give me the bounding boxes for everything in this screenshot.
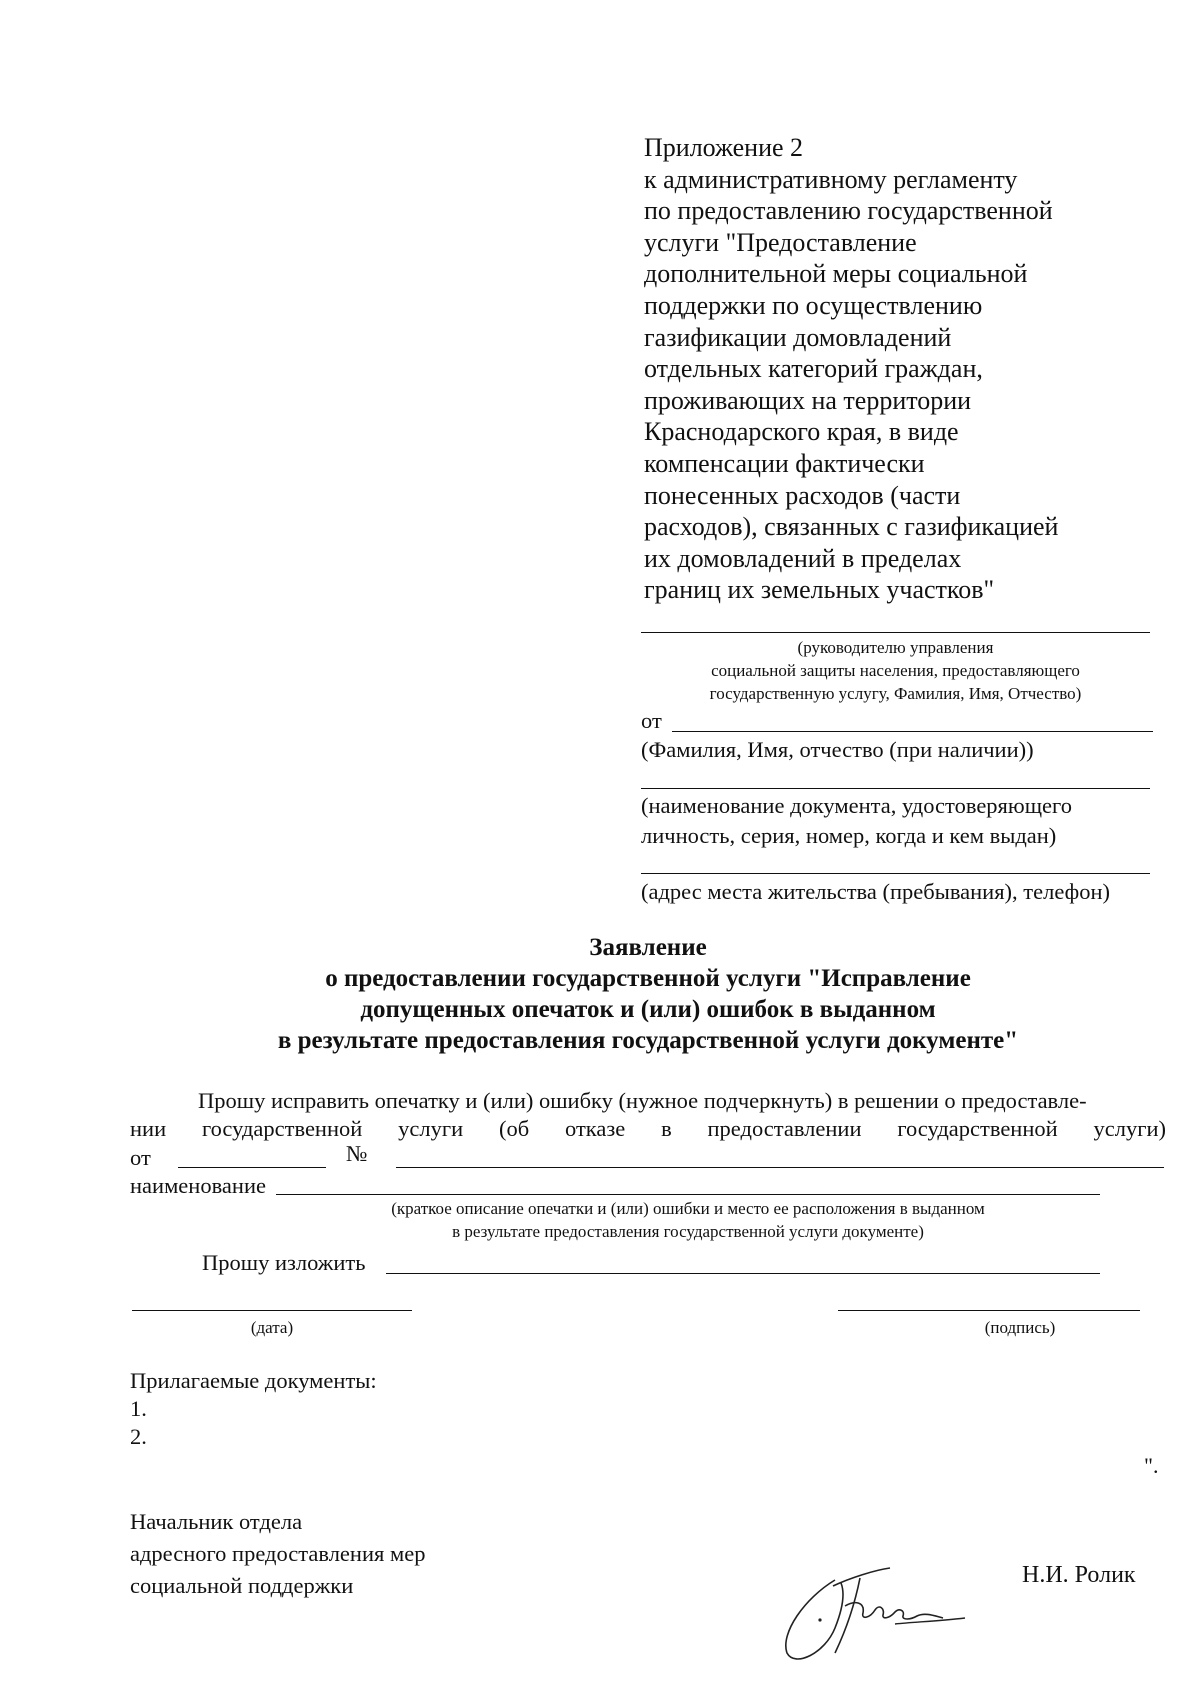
paragraph-word: государственной	[897, 1116, 1058, 1141]
paragraph-word: услуги)	[1093, 1116, 1166, 1141]
name-label: наименование	[130, 1173, 266, 1198]
appendix-line: их домовладений в пределах	[644, 543, 962, 573]
signature-caption: (подпись)	[984, 1318, 1056, 1337]
description-caption	[276, 1197, 1100, 1243]
paragraph-word: государственной	[201, 1116, 363, 1141]
attachment-item: 2.	[130, 1424, 147, 1449]
request-paragraph-line-justified	[130, 1115, 1166, 1143]
appendix-line: Приложение 2	[644, 133, 804, 162]
id-caption-line: (наименование документа, удостоверяющего	[641, 793, 1072, 818]
appendix-line: услуги "Предоставление	[644, 227, 917, 257]
appendix-line: расходов), связанных с газификацией	[644, 512, 1059, 542]
name-rule	[276, 1194, 1100, 1195]
position-line: социальной поддержки	[130, 1573, 354, 1598]
recipient-caption	[641, 636, 1150, 705]
recipient-caption-line: (руководителю управления	[797, 638, 994, 657]
document-title	[130, 932, 1166, 1056]
description-caption-line: в результате предоставления государственной услуги документе)	[452, 1222, 924, 1241]
id-caption	[641, 791, 1072, 851]
decision-number-rule	[396, 1167, 1164, 1168]
title-line: допущенных опечаток и (или) ошибок в выданном	[360, 996, 936, 1023]
address-caption: (адрес места жительства (пребывания), телефон)	[641, 879, 1110, 904]
signatory-name: Н.И. Ролик	[1022, 1562, 1136, 1588]
paragraph-word: предоставлении	[707, 1116, 862, 1141]
from-name-rule	[672, 731, 1153, 732]
appendix-line: газификации домовладений	[644, 322, 952, 352]
paragraph-word: (об	[498, 1116, 530, 1141]
date-caption: (дата)	[250, 1318, 294, 1337]
decision-from-label: от	[130, 1145, 151, 1170]
id-document-rule	[641, 788, 1150, 789]
appendix-line: по предоставлению государственной	[644, 196, 1053, 226]
paragraph-word: услуги	[398, 1116, 464, 1141]
position-line: Начальник отдела	[130, 1509, 303, 1534]
closing-quote-mark: ".	[1144, 1453, 1159, 1478]
title-line: в результате предоставления государственной услуги документе"	[277, 1027, 1019, 1054]
address-rule	[641, 873, 1150, 874]
paragraph-word: нии	[130, 1116, 167, 1141]
request-rule	[386, 1273, 1100, 1274]
attachment-item: 1.	[130, 1396, 147, 1421]
appendix-line: проживающих на территории	[644, 385, 972, 415]
position-line: адресного предоставления мер	[130, 1541, 426, 1566]
signatory-position	[130, 1506, 425, 1602]
appendix-line: к административному регламенту	[644, 164, 1018, 194]
decision-date-rule	[178, 1167, 326, 1168]
appendix-line: отдельных категорий граждан,	[644, 354, 983, 384]
recipient-caption-line: государственную услугу, Фамилия, Имя, Отчество)	[709, 684, 1082, 703]
title-line: Заявление	[589, 934, 707, 961]
from-label: от	[641, 708, 662, 733]
description-caption-line: (краткое описание опечатки и (или) ошибки и место ее расположения в выданном	[391, 1199, 985, 1218]
paragraph-word: в	[661, 1116, 672, 1141]
title-line: о предоставлении государственной услуги "Исправление	[325, 965, 971, 992]
recipient-rule	[641, 632, 1150, 633]
paragraph-word: отказе	[564, 1116, 626, 1141]
date-rule	[132, 1310, 412, 1311]
handwritten-signature	[775, 1558, 990, 1668]
request-label: Прошу изложить	[202, 1250, 366, 1275]
appendix-line: дополнительной меры социальной	[644, 259, 1028, 289]
appendix-line: поддержки по осуществлению	[644, 290, 983, 320]
attachments-title: Прилагаемые документы:	[130, 1368, 377, 1393]
id-caption-line: личность, серия, номер, когда и кем выдан)	[641, 823, 1057, 848]
appendix-line: компенсации фактически	[644, 448, 925, 478]
appendix-line: Краснодарского края, в виде	[644, 417, 959, 447]
decision-number-label: №	[346, 1141, 368, 1166]
recipient-caption-line: социальной защиты населения, предоставляющего	[711, 661, 1080, 680]
appendix-line: границ их земельных участков"	[644, 575, 995, 605]
appendix-line: понесенных расходов (части	[644, 480, 961, 510]
request-paragraph-line: Прошу исправить опечатку и (или) ошибку (нужное подчеркнуть) в решении о предоставле-	[198, 1088, 1087, 1113]
name-caption: (Фамилия, Имя, отчество (при наличии))	[641, 737, 1034, 762]
signature-rule	[838, 1310, 1140, 1311]
appendix-block	[644, 132, 1124, 606]
